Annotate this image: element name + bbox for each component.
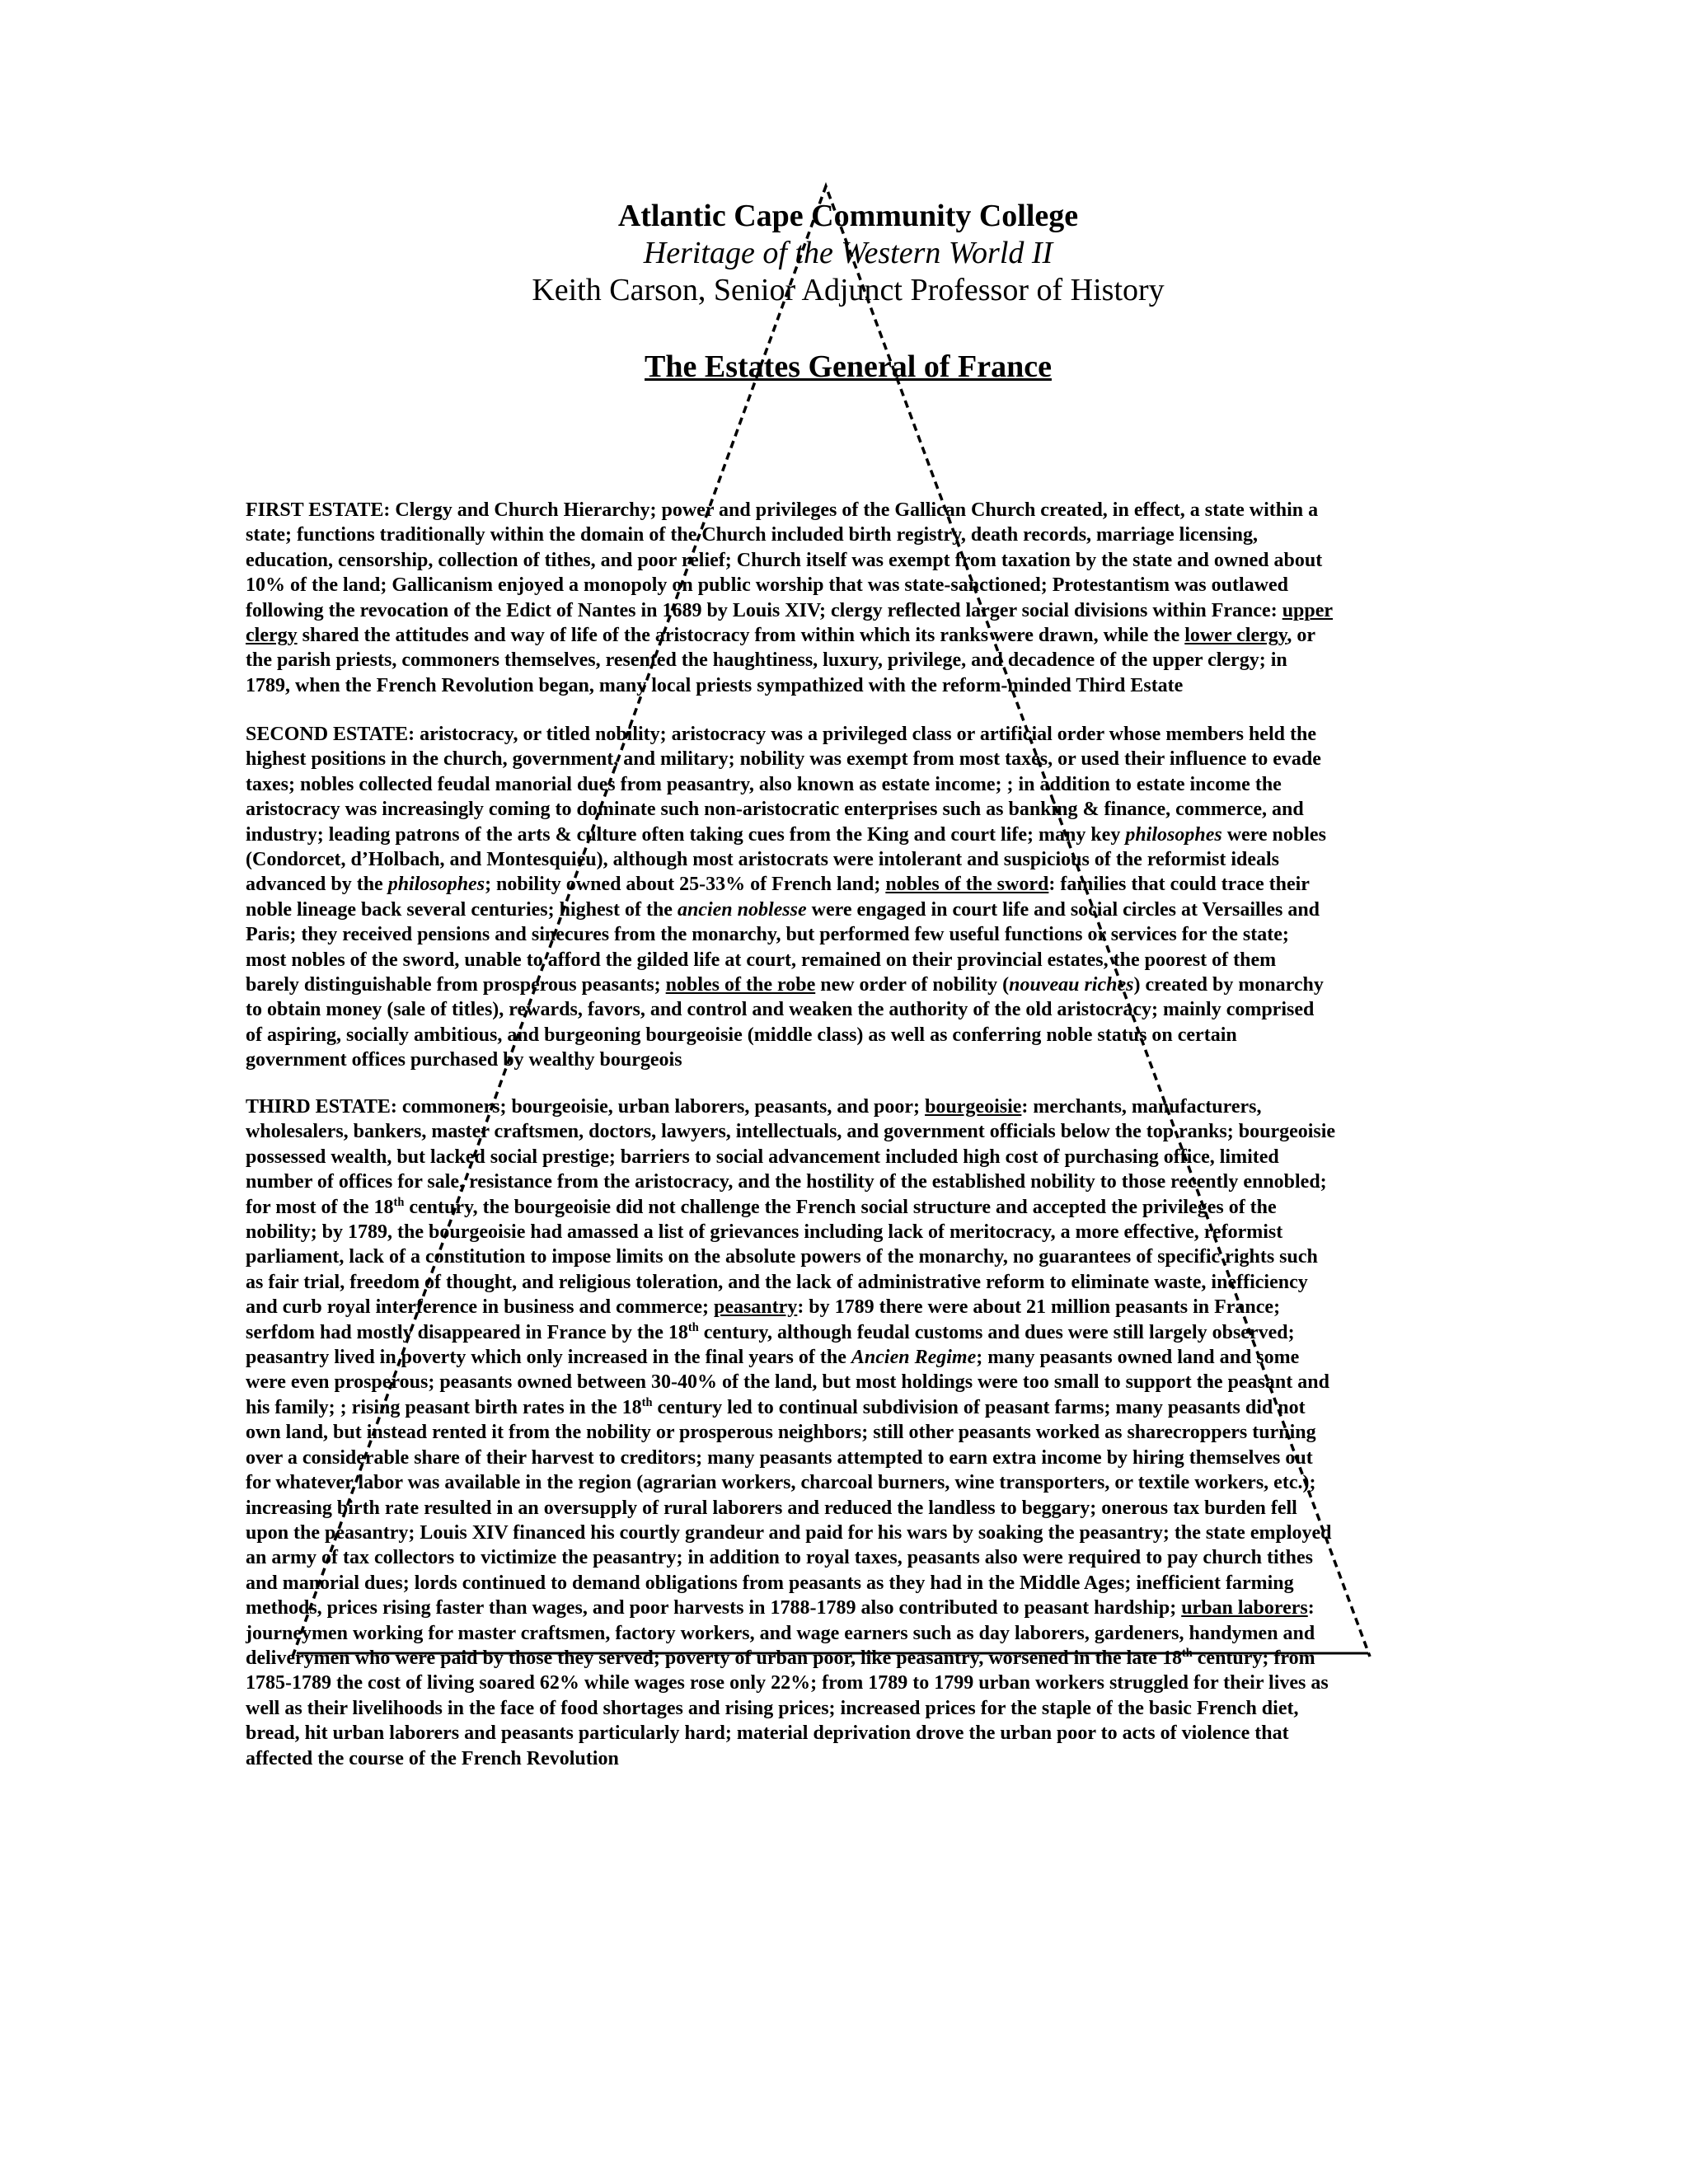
third-estate-text: as fair trial, freedom of thought, and religious toleration, and the lack of administrative reform to eliminate waste, inefficiency <box>246 1271 1308 1293</box>
third-estate-text: were even prosperous; peasants owned between 30-40% of the land, but most holdings were too small to support the peasant and <box>246 1371 1329 1394</box>
first-estate-text: 10% of the land; Gallicanism enjoyed a monopoly on public worship that was state-sanctioned; Protestantism was outlawed <box>246 574 1288 597</box>
second-estate-text: ) created by monarchy <box>1133 974 1324 996</box>
second-estate-text: barely distinguishable from prosperous peasants; <box>246 974 666 996</box>
first-estate-text: following the revocation of the Edict of Nantes in 1689 by Louis XIV; clergy reflected larger social divisions within France: <box>246 599 1282 621</box>
first-estate-text: 1789, when the French Revolution began, many local priests sympathized with the reform-minded Third Estate <box>246 674 1184 696</box>
first-estate-text: shared the attitudes and way of life of the aristocracy from within which its ranks were drawn, while the <box>297 625 1185 647</box>
third-estate-text: and curb royal interference in business and commerce; <box>246 1296 714 1319</box>
third-estate-text: bread, hit urban laborers and peasants particularly hard; material deprivation drove the urban poor to acts of violence that <box>246 1722 1289 1745</box>
third-estate-text: possessed wealth, but lacked social prestige; barriers to social advancement included high cost of purchasing office, limited <box>246 1146 1279 1168</box>
second-estate-text: industry; leading patrons of the arts & culture often taking cues from the King and court life; many key <box>246 823 1126 846</box>
third-estate-text: for most of the 18 <box>246 1196 394 1218</box>
second-estate-text: aristocracy was increasingly coming to dominate such non-aristocratic enterprises such as banking & finance, commerce, and <box>246 799 1304 821</box>
urban-laborers-term: urban laborers <box>1181 1597 1308 1619</box>
peasantry-term: peasantry <box>713 1296 798 1319</box>
third-estate-text: for whatever labor was available in the region (agrarian workers, charcoal burners, wine transporters, or textile workers, etc.); <box>246 1472 1316 1494</box>
ordinal-suffix: th <box>641 1395 653 1409</box>
third-estate-text: deliverymen who were paid by those they served; poverty of urban poor, like peasantry, worsened in the late 18 <box>246 1647 1182 1669</box>
first-estate-text: education, censorship, collection of tithes, and poor relief; Church itself was exempt from taxation by the state and owned about <box>246 549 1323 571</box>
third-estate-text: an army of tax collectors to victimize the peasantry; in addition to royal taxes, peasants also were required to pay church tithes <box>246 1547 1313 1569</box>
third-estate-text: parliament, lack of a constitution to impose limits on the absolute powers of the monarchy, no guarantees of specific rights such <box>246 1246 1318 1268</box>
second-estate-text: highest positions in the church, government, and military; nobility was exempt from most taxes, or used their influence to evade <box>246 748 1321 771</box>
document-title: The Estates General of France <box>645 349 1052 384</box>
second-estate-text: taxes; nobles collected feudal manorial dues from peasantry, also known as estate income; ; in addition to estate income the <box>246 773 1282 795</box>
second-estate-text: of aspiring, socially ambitious, and burgeoning bourgeoisie (middle class) as well as conferring noble status on certain <box>246 1024 1237 1046</box>
third-estate-text: peasantry lived in poverty which only increased in the final years of the <box>246 1347 851 1369</box>
first-estate-text: FIRST ESTATE: Clergy and Church Hierarchy; power and privileges of the Gallican Church created, in effect, a state within a <box>246 499 1319 521</box>
third-estate-text: : <box>1307 1597 1315 1619</box>
second-estate-text: noble lineage back several centuries; highest of the <box>246 898 678 921</box>
second-estate-text: were engaged in court life and social circles at Versailles and <box>806 898 1320 921</box>
ancien-regime-term: Ancien Regime <box>851 1347 977 1369</box>
second-estate-text: government offices purchased by wealthy bourgeois <box>246 1049 682 1071</box>
lower-clergy-term: lower clergy <box>1184 625 1287 647</box>
first-estate-text: , or <box>1287 625 1316 647</box>
third-estate-text: serfdom had mostly disappeared in France by the 18 <box>246 1321 688 1343</box>
second-estate-text: most nobles of the sword, unable to afford the gilded life at court, remained on their provincial estates, the poorest of them <box>246 949 1277 971</box>
first-estate-text: the parish priests, commoners themselves, resented the haughtiness, luxury, privilege, and decadence of the upper clergy; in <box>246 649 1287 672</box>
ancien-noblesse-term: ancien noblesse <box>677 898 807 921</box>
philosophes-term: philosophes <box>387 874 485 896</box>
upper-clergy-term: upper <box>1282 599 1334 621</box>
second-estate-paragraph <box>246 722 1442 1073</box>
third-estate-text: upon the peasantry; Louis XIV financed his courtly grandeur and paid for his wars by soaking the peasantry; the state employed <box>246 1521 1332 1544</box>
third-estate-text: journeymen working for master craftsmen, factory workers, and wage earners such as day laborers, gardeners, handymen and <box>246 1622 1315 1644</box>
second-estate-text: : families that could trace their <box>1048 874 1310 896</box>
third-estate-text: his family; ; rising peasant birth rates in the 18 <box>246 1396 642 1418</box>
third-estate-text: : merchants, manufacturers, <box>1021 1096 1262 1118</box>
third-estate-paragraph <box>246 1094 1442 1771</box>
first-estate-paragraph <box>246 498 1442 698</box>
third-estate-text: well as their livelihoods in the face of food shortages and rising prices; increased prices for the staple of the basic French diet, <box>246 1697 1299 1719</box>
college-name: Atlantic Cape Community College <box>617 199 1079 233</box>
third-estate-text: wholesalers, bankers, master craftsmen, doctors, lawyers, intellectuals, and government officials below the top ranks; bourgeoisie <box>246 1121 1336 1143</box>
third-estate-text: century, although feudal customs and dues were still largely observed; <box>698 1321 1295 1343</box>
third-estate-text: and manorial dues; lords continued to demand obligations from peasants as they had in the Middle Ages; inefficient farming <box>246 1572 1294 1594</box>
third-estate-text: increasing birth rate resulted in an oversupply of rural laborers and reduced the landless to beggary; onerous tax burden fell <box>246 1497 1297 1519</box>
first-estate-text: state; functions traditionally within the domain of the Church included birth registry, death records, marriage licensing, <box>246 524 1258 546</box>
second-estate-text: new order of nobility ( <box>815 974 1010 996</box>
second-estate-text: Paris; they received pensions and sinecures from the monarchy, but performed few useful functions or services for the state; <box>246 924 1289 946</box>
second-estate-text: to obtain money (sale of titles), rewards, favors, and control and weaken the authority of the old aristocracy; mainly comprised <box>246 999 1315 1021</box>
third-estate-text: : by 1789 there were about 21 million peasants in France; <box>797 1296 1281 1319</box>
third-estate-text: methods, prices rising faster than wages, and poor harvests in 1788-1789 also contributed to peasant hardship; <box>246 1597 1182 1619</box>
ordinal-suffix: th <box>393 1195 405 1209</box>
third-estate-text: ; many peasants owned land and some <box>976 1347 1300 1369</box>
philosophes-term: philosophes <box>1125 823 1222 846</box>
third-estate-text: affected the course of the French Revolution <box>246 1747 619 1769</box>
third-estate-text: number of offices for sale, resistance from the aristocracy, and the hostility of the established nobility to those recently ennobled; <box>246 1171 1327 1193</box>
course-title: Heritage of the Western World II <box>643 236 1053 270</box>
third-estate-text: century, the bourgeoisie did not challenge the French social structure and accepted the privileges of the <box>404 1196 1277 1218</box>
second-estate-text: were nobles <box>1221 823 1326 846</box>
nobles-of-the-sword-term: nobles of the sword <box>885 874 1049 896</box>
ordinal-suffix: th <box>687 1320 699 1334</box>
bourgeoisie-term: bourgeoisie <box>925 1096 1022 1118</box>
second-estate-text: advanced by the <box>246 874 388 896</box>
nobles-of-the-robe-term: nobles of the robe <box>665 974 816 996</box>
upper-clergy-term: clergy <box>246 625 298 647</box>
third-estate-text: century led to continual subdivision of peasant farms; many peasants did not <box>652 1396 1306 1418</box>
second-estate-text: (Condorcet, d’Holbach, and Montesquieu), although most aristocrats were intolerant and suspicious of the reformist ideals <box>246 849 1279 871</box>
second-estate-text: ; nobility owned about 25-33% of French land; <box>485 874 886 896</box>
third-estate-text: over a considerable share of their harvest to creditors; many peasants attempted to earn extra income by hiring themselves out <box>246 1446 1313 1469</box>
second-estate-text: SECOND ESTATE: aristocracy, or titled nobility; aristocracy was a privileged class or artificial order whose members held the <box>246 724 1316 745</box>
instructor-name: Keith Carson, Senior Adjunct Professor of History <box>532 273 1165 307</box>
third-estate-text: own land, but instead rented it from the nobility or prosperous neighbors; still other peasants worked as sharecroppers turning <box>246 1422 1316 1444</box>
third-estate-text: century; from <box>1192 1647 1315 1669</box>
third-estate-text: THIRD ESTATE: commoners; bourgeoisie, urban laborers, peasants, and poor; <box>246 1096 926 1118</box>
third-estate-text: nobility; by 1789, the bourgeoisie had amassed a list of grievances including lack of meritocracy, a more effective, reformist <box>246 1221 1283 1244</box>
third-estate-text: 1785-1789 the cost of living soared 62% while wages rose only 22%; from 1789 to 1799 urban workers struggled for their lives as <box>246 1672 1329 1694</box>
ordinal-suffix: th <box>1181 1646 1193 1660</box>
nouveau-riches-term: nouveau riches <box>1009 974 1134 996</box>
